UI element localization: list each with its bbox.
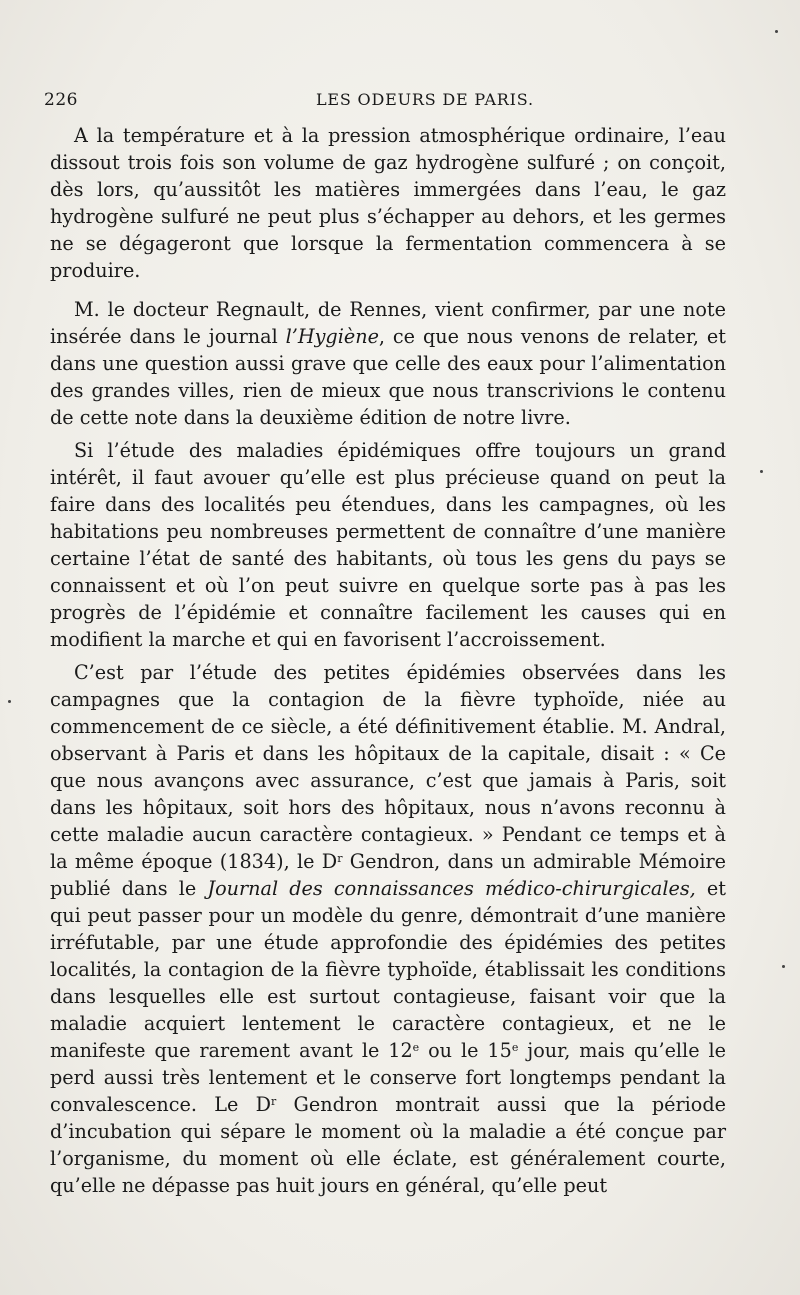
journal-title-connaissances: Journal des connaissances médico-chirurgicales, — [207, 877, 696, 900]
paragraph-4 — [50, 659, 726, 1199]
paragraph-2-text-a: M. le docteur Regnault, de Rennes, vient confirmer, par une note insérée dans le journal — [50, 298, 726, 348]
superscript-e-2: e — [511, 1041, 519, 1054]
journal-title-hygiene: l’Hygiène — [285, 325, 379, 348]
print-speck — [775, 30, 778, 33]
paragraph-4-text-f: Gendron montrait aussi que la période d’incubation qui sépare le moment où la maladie a été conçue par l’organisme, du moment où elle éclate, est généralement courte, qu’elle ne dépasse pas huit jours en général, qu’elle peut — [50, 1093, 726, 1197]
body-text — [50, 122, 726, 1199]
paragraph-2-text-b: , ce que nous venons de relater, et dans une question aussi grave que celle des eaux pour l’alimentation des grandes villes, rien de mieux que nous transcrivions le contenu de cette note dans la deuxième édition de notre livre. — [50, 325, 726, 429]
running-title: LES ODEURS DE PARIS. — [316, 90, 534, 109]
print-speck — [760, 470, 763, 473]
paragraph-2 — [50, 296, 726, 431]
paragraph-4-text-e: jour, mais qu’elle le perd aussi très lentement et le conserve fort longtemps pendant la convalescence. Le D — [50, 1039, 726, 1116]
print-speck — [8, 700, 11, 703]
paragraph-4-text-d: ou le 15 — [419, 1039, 512, 1062]
paragraph-4-text-a: C’est par l’étude des petites épidémies observées dans les campagnes que la contagion de la fièvre typhoïde, niée au commencement de ce siècle, a été définitivement établie. M. Andral, observant à Paris et dans les hôpitaux de la capitale, disait : « Ce que nous avançons avec assurance, c’est que jamais à Paris, soit dans les hôpitaux, soit hors des hôpitaux, nous n’avons reconnu à cette maladie aucun caractère contagieux. » Pendant ce temps et à la même époque (1834), le D — [50, 661, 726, 873]
paragraph-4-text-b: Gendron, dans un admirable Mémoire publié dans le — [50, 850, 726, 900]
paragraph-3 — [50, 437, 726, 653]
page-number: 226 — [44, 90, 78, 110]
paragraph-1 — [50, 122, 726, 284]
superscript-r-2: r — [271, 1095, 277, 1108]
paragraph-3-text: Si l’étude des maladies épidémiques offre toujours un grand intérêt, il faut avouer qu’elle est plus précieuse quand on peut la faire dans des localités peu étendues, dans les campagnes, où les habitations peu nombreuses permettent de connaître d’une manière certaine l’état de santé des habitants, où tous les gens du pays se connaissent et où l’on peut suivre en quelque sorte pas à pas les progrès de l’épidémie et connaître facilement les causes qui en modifient la marche et qui en favorisent l’accroissement. — [50, 439, 726, 651]
superscript-e-1: e — [412, 1041, 420, 1054]
superscript-r-1: r — [337, 852, 343, 865]
print-speck — [782, 965, 785, 968]
paragraph-1-text: A la température et à la pression atmosphérique ordinaire, l’eau dissout trois fois son volume de gaz hydrogène sulfuré ; on conçoit, dès lors, qu’aussitôt les matières immergées dans l’eau, le gaz hydrogène sulfuré ne peut plus s’échapper au dehors, et les germes ne se dégageront que lorsque la fermentation commencera à se produire. — [50, 124, 726, 282]
page-header — [44, 90, 744, 116]
paragraph-4-text-c: et qui peut passer pour un modèle du genre, démontrait d’une manière irréfutable, par une étude approfondie des épidémies des petites localités, la contagion de la fièvre typhoïde, établissait les conditions dans lesquelles elle est surtout contagieuse, faisant voir que la maladie acquiert lentement le caractère contagieux, et ne le manifeste que rarement avant le 12 — [50, 877, 726, 1062]
